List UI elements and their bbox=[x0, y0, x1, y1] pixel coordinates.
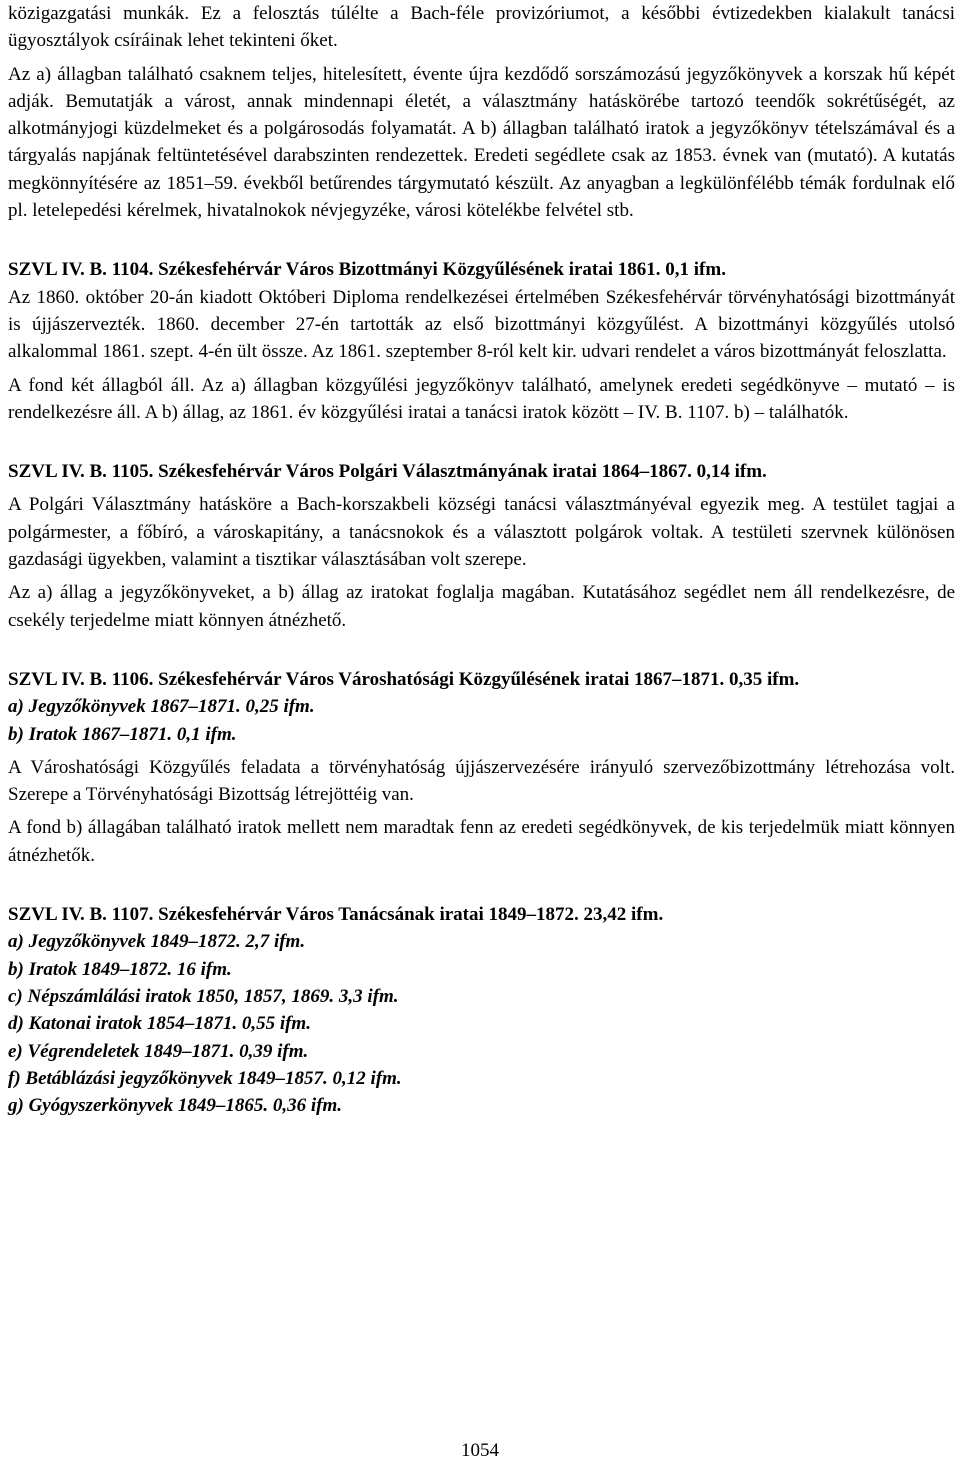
section-heading-1106: SZVL IV. B. 1106. Székesfehérvár Város Városhatósági Közgyűlésének iratai 1867–1871. 0,35 ifm. bbox=[8, 668, 800, 690]
section-1107-sub-f: f) Betáblázási jegyzőkönyvek 1849–1857. 0,12 ifm. bbox=[8, 1067, 402, 1089]
section-heading-1107: SZVL IV. B. 1107. Székesfehérvár Város Tanácsának iratai 1849–1872. 23,42 ifm. bbox=[8, 904, 664, 926]
section-1104-paragraph-1: Az 1860. október 20-án kiadott Októberi Diploma rendelkezései értelmében Székesfehérvár törvényhatósági bizottmányát is újjászervezték. 1860. december 27-én tartották az első bizottmányi közgyűlést. A bizottmányi közgyűlés utolsó alkalommal 1861. szept. 4-én ült össze. Az 1861. szeptember 8-ról kelt kir. udvari rendelet a város bizottmányát feloszlatta. bbox=[8, 286, 955, 363]
section-1107-sub-b: b) Iratok 1849–1872. 16 ifm. bbox=[8, 958, 232, 980]
section-1107-sub-a: a) Jegyzőkönyvek 1849–1872. 2,7 ifm. bbox=[8, 931, 306, 953]
paragraph-a-allag: Az a) állagban található csaknem teljes, hitelesített, évente újra kezdődő sorszámozású jegyzőkönyvek a korszak hű képét adják. Bemutatják a várost, annak mindennapi életét, a választmány hatáskörébe tartozó teendők sokrétűségét, az alkotmányjogi küzdelmeket és a polgárosodás folyamatát. A b) állagban található iratok a jegyzőkönyv tételszámával és a tárgyalás napjának feltüntetésével darabszinten rendezettek. Eredeti segédlete csak az 1853. évnek van (mutató). A kutatás megkönnyítésére az 1851–59. évekből betűrendes tárgymutató készült. Az anyagban a legkülönfélébb témák fordulnak elő pl. letelepedési kérelmek, hivatalnokok névjegyzéke, városi kötelékbe felvétel stb. bbox=[8, 63, 955, 222]
section-1106-paragraph-1: A Városhatósági Közgyűlés feladata a törvényhatóság újjászervezésére irányuló szervezőbizottmány létrehozása volt. Szerepe a Törvényhatósági Bizottság létrejöttéig van. bbox=[8, 756, 955, 806]
section-1107-sub-d: d) Katonai iratok 1854–1871. 0,55 ifm. bbox=[8, 1013, 311, 1035]
section-1107-sub-g: g) Gyógyszerkönyvek 1849–1865. 0,36 ifm. bbox=[8, 1095, 343, 1117]
section-1105-paragraph-2: Az a) állag a jegyzőkönyveket, a b) állag az iratokat foglalja magában. Kutatásához segédlet nem áll rendelkezésre, de csekély terjedelme miatt könnyen átnézhető. bbox=[8, 582, 955, 631]
section-1104-paragraph-2: A fond két állagból áll. Az a) állagban közgyűlési jegyzőkönyv található, amelynek eredeti segédkönyve – mutató – is rendelkezésre áll. A b) állag, az 1861. év közgyűlési iratai a tanácsi iratok között – IV. B. 1107. b) – találhatók. bbox=[8, 374, 955, 423]
section-1106-sub-a: a) Jegyzőkönyvek 1867–1871. 0,25 ifm. bbox=[8, 696, 315, 718]
section-heading-1105: SZVL IV. B. 1105. Székesfehérvár Város Polgári Választmányának iratai 1864–1867. 0,14 ifm. bbox=[8, 461, 767, 483]
page-number: 1054 bbox=[461, 1440, 499, 1461]
paragraph-intro: közigazgatási munkák. Ez a felosztás túlélte a Bach-féle provizóriumot, a későbbi évtizedekben kialakult tanácsi ügyosztályok csíráinak lehet tekinteni őket. bbox=[8, 3, 955, 52]
document-page bbox=[8, 0, 955, 1119]
section-heading-1104: SZVL IV. B. 1104. Székesfehérvár Város Bizottmányi Közgyűlésének iratai 1861. 0,1 ifm. bbox=[8, 259, 726, 281]
section-1105-paragraph-1: A Polgári Választmány hatásköre a Bach-korszakbeli községi tanácsi választmányéval egyezik meg. A testület tagjai a polgármester, a főbíró, a városkapitány, a tanácsnokok és a választott polgárok voltak. A testületi szervnek különösen gazdasági ügyekben, valamint a tisztikar választásában volt szerepe. bbox=[8, 494, 955, 571]
section-1107-sub-e: e) Végrendeletek 1849–1871. 0,39 ifm. bbox=[8, 1040, 309, 1062]
section-1106-paragraph-2: A fond b) állagában található iratok mellett nem maradtak fenn az eredeti segédkönyvek, de kis terjedelmük miatt könnyen átnézhetők. bbox=[8, 817, 955, 866]
section-1106-sub-b: b) Iratok 1867–1871. 0,1 ifm. bbox=[8, 723, 237, 745]
section-1107-sub-c: c) Népszámlálási iratok 1850, 1857, 1869. 3,3 ifm. bbox=[8, 985, 399, 1007]
